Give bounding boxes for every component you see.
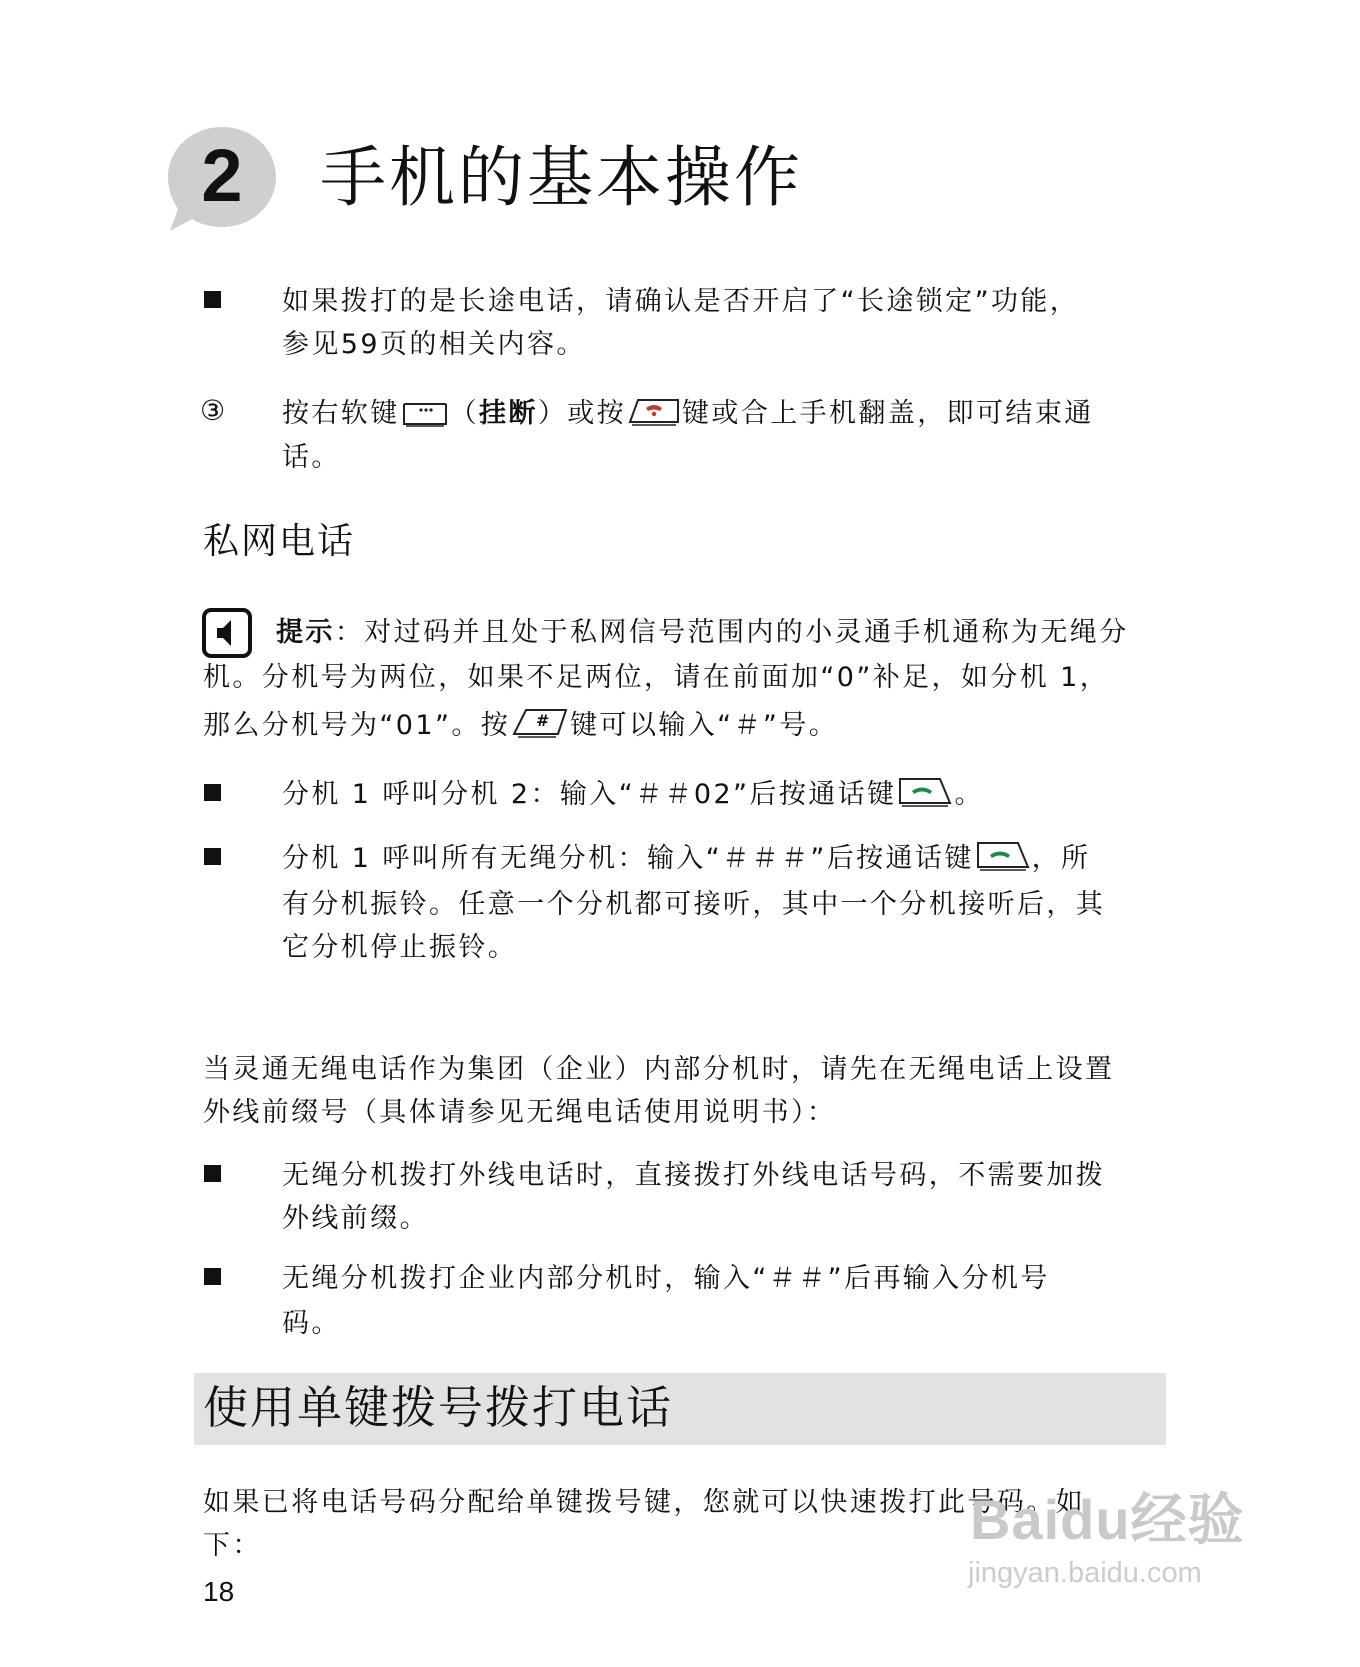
speed-dial-heading: 使用单键拨号拨打电话 bbox=[203, 1381, 674, 1434]
svg-text:#: # bbox=[536, 711, 552, 730]
call-ext-text: 分机 1 呼叫分机 2：输入“＃＃02”后按通话键 bbox=[282, 779, 897, 810]
watermark-logo: Baidu经验 bbox=[970, 1488, 1245, 1551]
long-distance-note-line1: 如果拨打的是长途电话，请确认是否开启了“长途锁定”功能， bbox=[282, 286, 1080, 317]
hash-key-icon bbox=[512, 708, 568, 740]
chapter-title: 手机的基本操作 bbox=[320, 139, 803, 216]
step3-text-b: （ bbox=[449, 398, 480, 429]
enterprise-line1: 当灵通无绳电话作为集团（企业）内部分机时，请先在无绳电话上设置 bbox=[203, 1054, 1115, 1085]
tip-line1 bbox=[276, 611, 1129, 654]
page-number: 18 bbox=[203, 1576, 235, 1607]
bullet-marker bbox=[204, 848, 221, 865]
internal-ext-line1: 无绳分机拨打企业内部分机时，输入“＃＃”后再输入分机号 bbox=[282, 1263, 1050, 1294]
bullet-marker bbox=[204, 784, 221, 801]
watermark-url: jingyan.baidu.com bbox=[968, 1557, 1202, 1589]
bullet-marker bbox=[204, 291, 221, 308]
step-number: ③ bbox=[200, 394, 226, 427]
tip-text-a: ：对过码并且处于私网信号范围内的小灵通手机通称为无绳分 bbox=[334, 617, 1129, 648]
outside-line-line2: 外线前缀。 bbox=[282, 1203, 429, 1234]
tip-line3 bbox=[203, 704, 838, 747]
speed-dial-line2: 下： bbox=[203, 1530, 262, 1561]
step3-line2: 话。 bbox=[282, 442, 341, 473]
step3-text-d: 键或合上手机翻盖，即可结束通 bbox=[682, 398, 1094, 429]
call-key-icon bbox=[898, 777, 952, 809]
bullet-marker bbox=[204, 1268, 221, 1285]
bullet-marker bbox=[204, 1165, 221, 1182]
call-all-end: ，所 bbox=[1031, 843, 1091, 874]
tip-text-b: 那么分机号为“01”。按 bbox=[203, 710, 511, 741]
call-extension-2 bbox=[282, 773, 984, 816]
outside-line-line1: 无绳分机拨打外线电话时，直接拨打外线电话号码，不需要加拨 bbox=[282, 1160, 1106, 1191]
speed-dial-line1: 如果已将电话号码分配给单键拨号键，您就可以快速拨打此号码。如 bbox=[203, 1487, 1085, 1518]
call-all-line3: 它分机停止振铃。 bbox=[282, 932, 518, 963]
step3-line1 bbox=[282, 392, 1094, 435]
call-all-text: 分机 1 呼叫所有无绳分机：输入“＃＃＃”后按通话键 bbox=[282, 843, 974, 874]
hang-up-label: 挂断 bbox=[479, 398, 538, 429]
internal-ext-line2: 码。 bbox=[282, 1308, 341, 1339]
speaker-icon bbox=[202, 608, 252, 658]
enterprise-line2: 外线前缀号（具体请参见无绳电话使用说明书）： bbox=[203, 1097, 837, 1128]
step3-text-c: ）或按 bbox=[537, 398, 627, 429]
tip-label: 提示 bbox=[276, 617, 335, 648]
call-key-icon bbox=[976, 841, 1030, 873]
right-softkey-icon bbox=[402, 400, 448, 428]
tip-line2: 机。分机号为两位，如果不足两位，请在前面加“0”补足，如分机 1， bbox=[203, 662, 1110, 693]
chapter-number: 2 bbox=[201, 134, 243, 217]
call-ext-end: 。 bbox=[954, 779, 984, 810]
tip-text-c: 键可以输入“＃”号。 bbox=[570, 710, 839, 741]
long-distance-note-line2: 参见59页的相关内容。 bbox=[282, 329, 586, 360]
call-all-line1 bbox=[282, 837, 1091, 880]
private-network-heading: 私网电话 bbox=[203, 521, 356, 562]
step3-text-a: 按右软键 bbox=[282, 398, 400, 429]
end-call-key-icon bbox=[628, 398, 680, 428]
call-all-line2: 有分机振铃。任意一个分机都可接听，其中一个分机接听后，其 bbox=[282, 889, 1106, 920]
